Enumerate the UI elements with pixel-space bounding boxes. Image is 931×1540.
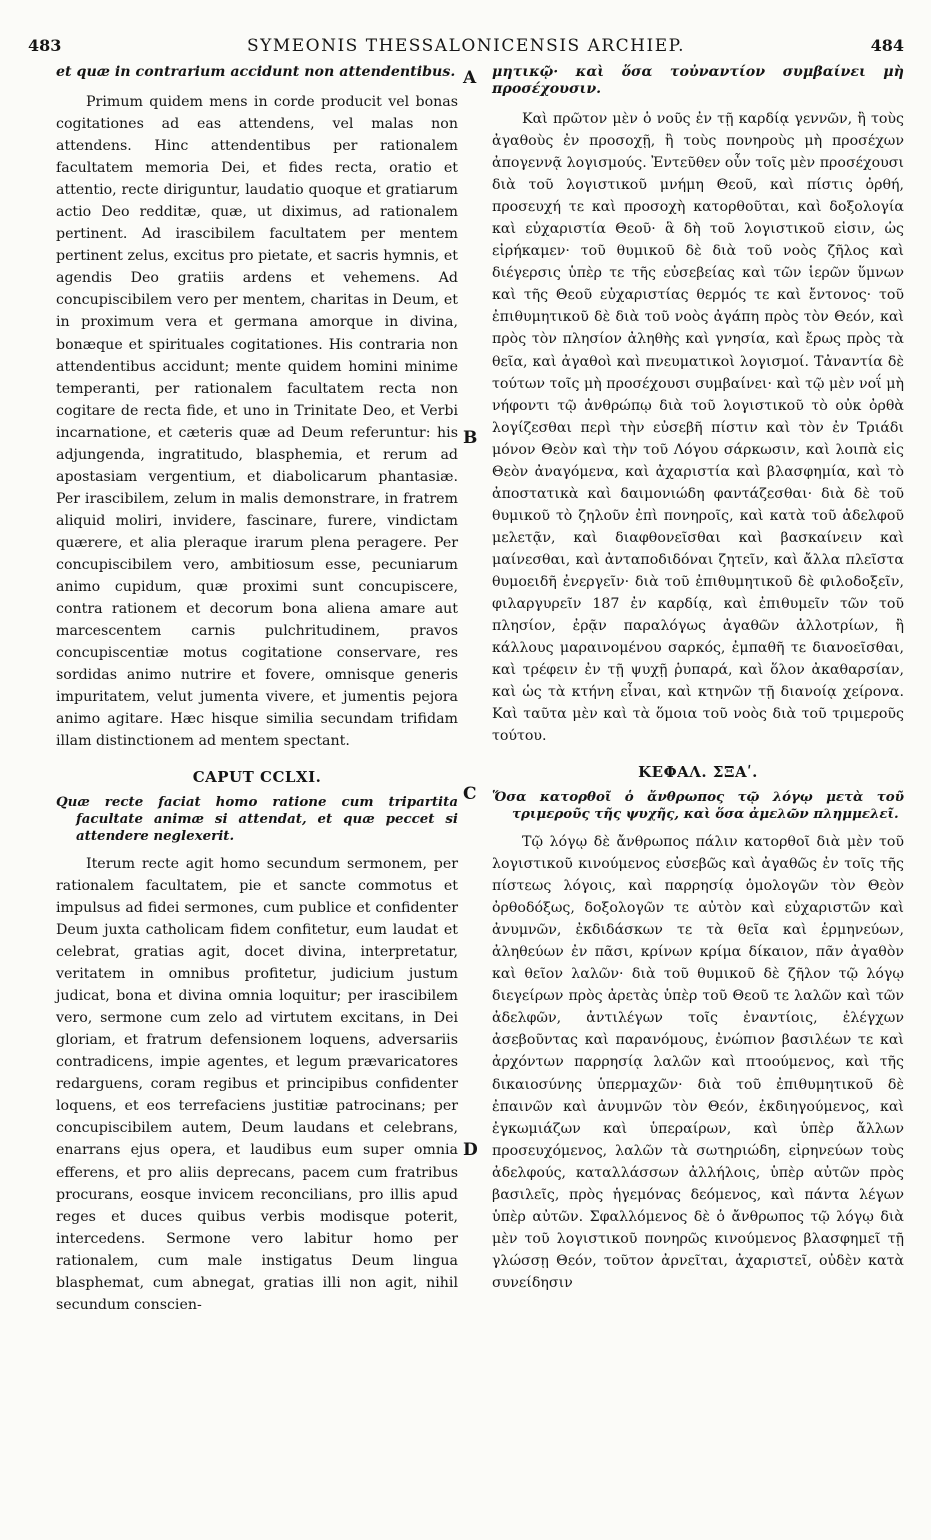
latin-paragraph-1: Primum quidem mens in corde producit vel bonas cogitationes ad eas attendens, vel malas non attendens. Hinc attendentibus per rationalem facultatem memoria Dei, et fides recta, oratio et attentio, recte diriguntur, laudatio quoque et gratiarum actio Deo redditæ, quæ, ut diximus, ad rationalem pertinent. Ad irascibilem facultatem per mentem pertinent zelus, excitus pro pietate, et sacris hymnis, et agendis Deo gratiis ardens et vehemens. Ad concupiscibilem vero per mentem, charitas in Deum, et in proximum vera et germana amorque in divina, bonæque et spirituales cogitationes. His contraria non attendentibus accidunt; mente quidem homini minime temperanti, per rationalem facultatem recta non cogitare de recta fide, et uno in Trinitate Deo, et Verbi incarnatione, et cæteris quæ ad Deum referuntur: his adjungenda, ingratitudo, blasphemia, et rerum ad apostasiam vergentium, et diabolicarum phantasiæ. Per irascibilem, zelum in malis demonstrare, in fratrem aliquid moliri, invidere, fascinare, furere, vindictam quærere, et alia pleraque irarum plena peragere. Per concupiscibilem vero, ambitiosum esse, pecuniarum animo cupidum, quæ proximi sunt concupiscere, contra rationem et decorum bona aliena amare aut marcescentem carnis pulchritudinem, pravos concupiscentiæ motus cogitatione conservare, res sordidas animo nutrire et fovere, omnisque generis impuritatem, velut jumenta vivere, et jumentis pejora animo agitare. Hæc hisque similia secundam trifidam illam distinctionem ad mentem spectant. (56, 94, 458, 750)
margin-marker-a: A (463, 68, 477, 88)
margin-marker-b: B (463, 428, 478, 448)
greek-intro: μητικῷ· καὶ ὅσα τοὐναντίον συμβαίνει μὴ προσέχουσιν. (492, 64, 904, 97)
latin-chapter-heading: CAPUT CCLXI. (192, 768, 322, 787)
greek-chapter-heading: ΚΕΦΑΛ. ΣΞΑʹ. (638, 763, 758, 782)
latin-intro: et quæ in contrarium accidunt non attendentibus. (56, 64, 456, 80)
page-number-left: 483 (28, 36, 62, 55)
latin-paragraph-2: Iterum recte agit homo secundum sermonem, per rationalem facultatem, pie et sancte commotus et impulsus ad fidei sermones, cum publice et confidenter Deum juxta catholicam fidem confitetur, eum laudat et celebrat, gratias agit, docet divina, interpretatur, veritatem in omnibus profitetur, judicium justum judicat, bona et divina omnia loquitur; per irascibilem vero, sermone cum zelo ad virtutem excitans, in Dei gloriam, et fratrum defensionem loquens, adversariis contradicens, impie agentes, et legum prævaricatores redarguens, coram regibus et principibus confidenter loquens, et eos terrefaciens justitiæ patrocinans; per concupiscibilem autem, Deum laudans et celebrans, enarrans ejus opera, et laudibus eum super omnia efferens, et pro aliis deprecans, pacem cum fratribus procurans, eosque invicem reconcilians, pro illis apud reges et duces quibus verbis modisque poterit, intercedens. Sermone vero labitur homo per rationalem, cum male instigatus Deum lingua blasphemat, cum abnegat, gratias illi non agit, nihil secundum conscien- (56, 855, 458, 1313)
latin-column (56, 64, 458, 1316)
margin-marker-d: D (463, 1140, 478, 1160)
greek-paragraph-1: Καὶ πρῶτον μὲν ὁ νοῦς ἐν τῇ καρδίᾳ γεννῶν, ἢ τοὺς ἀγαθοὺς ἐν προσοχῇ, ἢ τοὺς πονηροὺς μὴ προσέχων ἀπογεννᾷ λογισμούς. Ἐντεῦθεν οὖν τοῖς μὲν προσέχουσι διὰ τοῦ λογιστικοῦ μνήμη Θεοῦ, καὶ πίστις ὀρθή, προσευχή τε καὶ προσοχὴ κατορθοῦται, καὶ δοξολογία καὶ εὐχαριστία Θεοῦ· ἃ δὴ τοῦ λογιστικοῦ εἰσιν, ὡς εἰρήκαμεν· τοῦ θυμικοῦ δὲ διὰ τοῦ νοὸς ζῆλος καὶ διέγερσις ὑπὲρ τε τῆς εὐσεβείας καὶ τῶν ἱερῶν ὕμνων καὶ τῆς Θεοῦ εὐχαριστίας θερμός τε καὶ ἔντονος· τοῦ ἐπιθυμητικοῦ δὲ διὰ τοῦ νοὸς ἀγάπη πρὸς τὸν Θεόν, καὶ πρὸς τὸν πλησίον ἀληθὴς καὶ γνησία, καὶ ἔρως πρὸς τὰ θεῖα, καὶ ἀγαθοὶ καὶ πνευματικοὶ λογισμοί. Τἀναντία δὲ τούτων τοῖς μὴ προσέχουσι συμβαίνει· καὶ τῷ μὲν νοΐ μὴ νήφοντι τῷ ἀνθρώπῳ διὰ τοῦ λογιστικοῦ τὸ οὐκ ὀρθὰ λογίζεσθαι περὶ τὴν εὐσεβῆ πίστιν καὶ τὸν ἐν Τριάδι μόνον Θεὸν καὶ τὴν τοῦ Λόγου σάρκωσιν, καὶ λοιπὰ εἰς Θεὸν ἀναγόμενα, καὶ ἀχαριστία καὶ βλασφημία, καὶ τὸ ἀποστατικὰ καὶ δαιμονιώδη φαντάζεσθαι· διὰ δὲ τοῦ θυμικοῦ τὸ ζηλοῦν ἐπὶ πονηροῖς, καὶ κατὰ τοῦ ἀδελφοῦ μελετᾷν, καὶ διαφθονεῖσθαι καὶ βασκαίνειν καὶ μαίνεσθαι, καὶ ἀνταποδιδόναι ζητεῖν, καὶ ἄλλα πλεῖστα θυμοειδῆ ἐνεργεῖν· διὰ τοῦ ἐπιθυμητικοῦ δὲ φιλοδοξεῖν, φιλαργυρεῖν 187 ἐν καρδίᾳ, καὶ ἐπιθυμεῖν τῶν τοῦ πλησίον, ἐρᾷν παραλόγως ἀγαθῶν ἀλλοτρίων, ἢ κάλλους μαραινομένου σαρκός, ἐμπαθῆ τε διανοεῖσθαι, καὶ τρέφειν ἐν τῇ ψυχῇ ῥυπαρά, καὶ ὅλον ἀκαθαρσίαν, καὶ ὡς τὰ κτήνη εἶναι, καὶ κτηνῶν τῇ διανοίᾳ χείρονα. Καὶ ταῦτα μὲν καὶ τὰ ὅμοια τοῦ νοὸς διὰ τοῦ τριμεροῦς τούτου. (492, 111, 904, 745)
greek-paragraph-2: Τῷ λόγῳ δὲ ἄνθρωπος πάλιν κατορθοῖ διὰ μὲν τοῦ λογιστικοῦ κινούμενος εὐσεβῶς καὶ ἀγαθῶς ἐν τοῖς τῆς πίστεως λόγοις, καὶ παρρησίᾳ ὁμολογῶν τὸν Θεὸν ὀρθοδόξως, δοξολογῶν τε αὐτὸν καὶ εὐχαριστῶν καὶ ἀνυμνῶν, ἐκδιδάσκων τε τὰ θεῖα καὶ ἑρμηνεύων, ἀληθεύων ἐν πᾶσι, κρίνων κρίμα δίκαιον, πᾶν ἀγαθὸν καὶ θεῖον λαλῶν· διὰ τοῦ θυμικοῦ δὲ ζῆλον τῷ λόγῳ διεγείρων πρὸς ἀρετὰς ὑπὲρ τοῦ Θεοῦ τε λαλῶν καὶ τῶν ἀδελφῶν, ἀντιλέγων τοῖς ἐναντίοις, ἐλέγχων ἀσεβοῦντας καὶ παρανόμους, ἐνώπιον βασιλέων τε καὶ ἀρχόντων παρρησίᾳ λαλῶν καὶ πτοούμενος, καὶ τῆς δικαιοσύνης ὑπερμαχῶν· διὰ τοῦ ἐπιθυμητικοῦ δὲ ἐπαινῶν καὶ ἀνυμνῶν τὸν Θεόν, ἐκδιηγούμενος, καὶ ἐγκωμιάζων καὶ ὑπεραίρων, καὶ ὑπὲρ ἄλλων προσευχόμενος, λαλῶν τὰ σωτηριώδη, εἰρηνεύων τοὺς ἀδελφούς, καταλλάσσων ἀλλήλοις, ὑπὲρ αὐτῶν πρὸς βασιλεῖς, πρὸς ἡγεμόνας δεόμενος, καὶ πάντα λέγων ὑπὲρ αὐτῶν. Σφαλλόμενος δὲ ὁ ἄνθρωπος τῷ λόγῳ διὰ μὲν τοῦ λογιστικοῦ πονηρῶς κινούμενος βλασφημεῖ τῇ γλώσσῃ Θεόν, τοῦτον ἀρνεῖται, ἀχαριστεῖ, οὐδὲν κατὰ συνείδησιν (492, 834, 904, 1291)
latin-chapter-title: Quæ recte faciat homo ratione cum tripartita facultate animæ si attendat, et quæ peccet si attendere neglexerit. (56, 794, 458, 845)
page-number-right: 484 (870, 36, 904, 55)
greek-column (492, 64, 904, 1294)
greek-chapter-title: Ὅσα κατορθοῖ ὁ ἄνθρωπος τῷ λόγῳ μετὰ τοῦ τριμεροῦς τῆς ψυχῆς, καὶ ὅσα ἀμελῶν πλημμελεῖ. (492, 789, 904, 823)
running-header (28, 36, 904, 62)
running-title: SYMEONIS THESSALONICENSIS ARCHIEP. (246, 36, 686, 56)
margin-marker-c: C (463, 784, 477, 804)
